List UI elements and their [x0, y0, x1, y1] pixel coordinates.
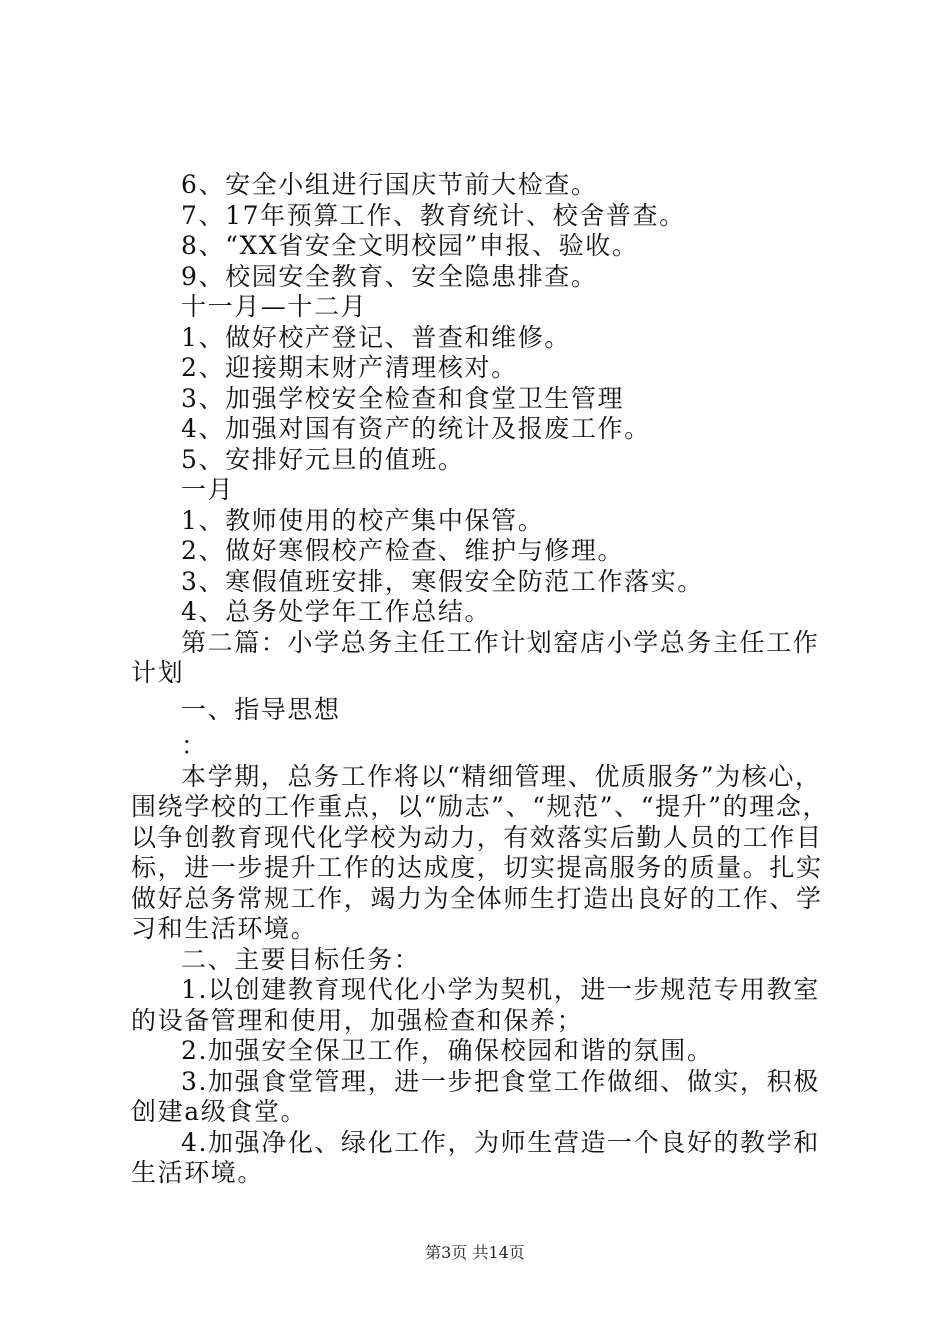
task-item: 2.加强安全保卫工作，确保校园和谐的氛围。	[181, 1036, 714, 1065]
paragraph-guiding-ideology: 本学期，总务工作将以“精细管理、优质服务”为核心，围绕学校的工作重点，以“励志”、“规范”、“提升”的理念，以争创教育现代化学校为动力，有效落实后勤人员的工作目标，进一步提升工作的达成度，切实提高服务的质量。扎实做好总务常规工作，竭力为全体师生打造出良好的工作、学习和生活环境。	[131, 761, 830, 943]
list-item: 5、安排好元旦的值班。	[181, 444, 465, 474]
section-heading-nov-dec: 十一月—十二月	[181, 292, 368, 321]
list-item: 6、安全小组进行国庆节前大检查。	[181, 170, 598, 199]
second-article-title: 第二篇：小学总务主任工作计划窑店小学总务主任工作计划	[131, 627, 820, 687]
heading-guiding-ideology: 一、指导思想	[181, 694, 341, 724]
task-item: 1.以创建教育现代化小学为契机，进一步规范专用教室的设备管理和使用，加强检查和保养；	[131, 975, 820, 1035]
list-item: 2、迎接期末财产清理核对。	[181, 353, 518, 382]
task-item: 4.加强净化、绿化工作，为师生营造一个良好的教学和生活环境。	[131, 1127, 820, 1187]
list-item: 4、总务处学年工作总结。	[181, 597, 492, 626]
page-number-footer: 第3页 共14页	[425, 1243, 525, 1262]
list-item: 1、教师使用的校产集中保管。	[181, 505, 545, 535]
list-item: 7、17年预算工作、教育统计、校舍普查。	[181, 200, 686, 230]
heading-colon: ：	[181, 731, 208, 760]
list-item: 1、做好校产登记、普查和维修。	[181, 322, 571, 352]
list-item: 9、校园安全教育、安全隐患排查。	[181, 261, 598, 291]
list-item: 4、加强对国有资产的统计及报废工作。	[181, 414, 651, 443]
heading-main-tasks: 二、主要目标任务：	[181, 944, 421, 974]
list-item: 3、寒假值班安排，寒假安全防范工作落实。	[181, 566, 704, 596]
list-item: 2、做好寒假校产检查、维护与修理。	[181, 536, 625, 565]
document-body	[131, 170, 831, 1189]
section-heading-jan: 一月	[181, 475, 235, 504]
task-item: 3.加强食堂管理，进一步把食堂工作做细、做实，积极创建a级食堂。	[131, 1066, 820, 1126]
list-item: 3、加强学校安全检查和食堂卫生管理	[181, 383, 625, 413]
list-item: 8、“XX省安全文明校园”申报、验收。	[181, 231, 639, 260]
